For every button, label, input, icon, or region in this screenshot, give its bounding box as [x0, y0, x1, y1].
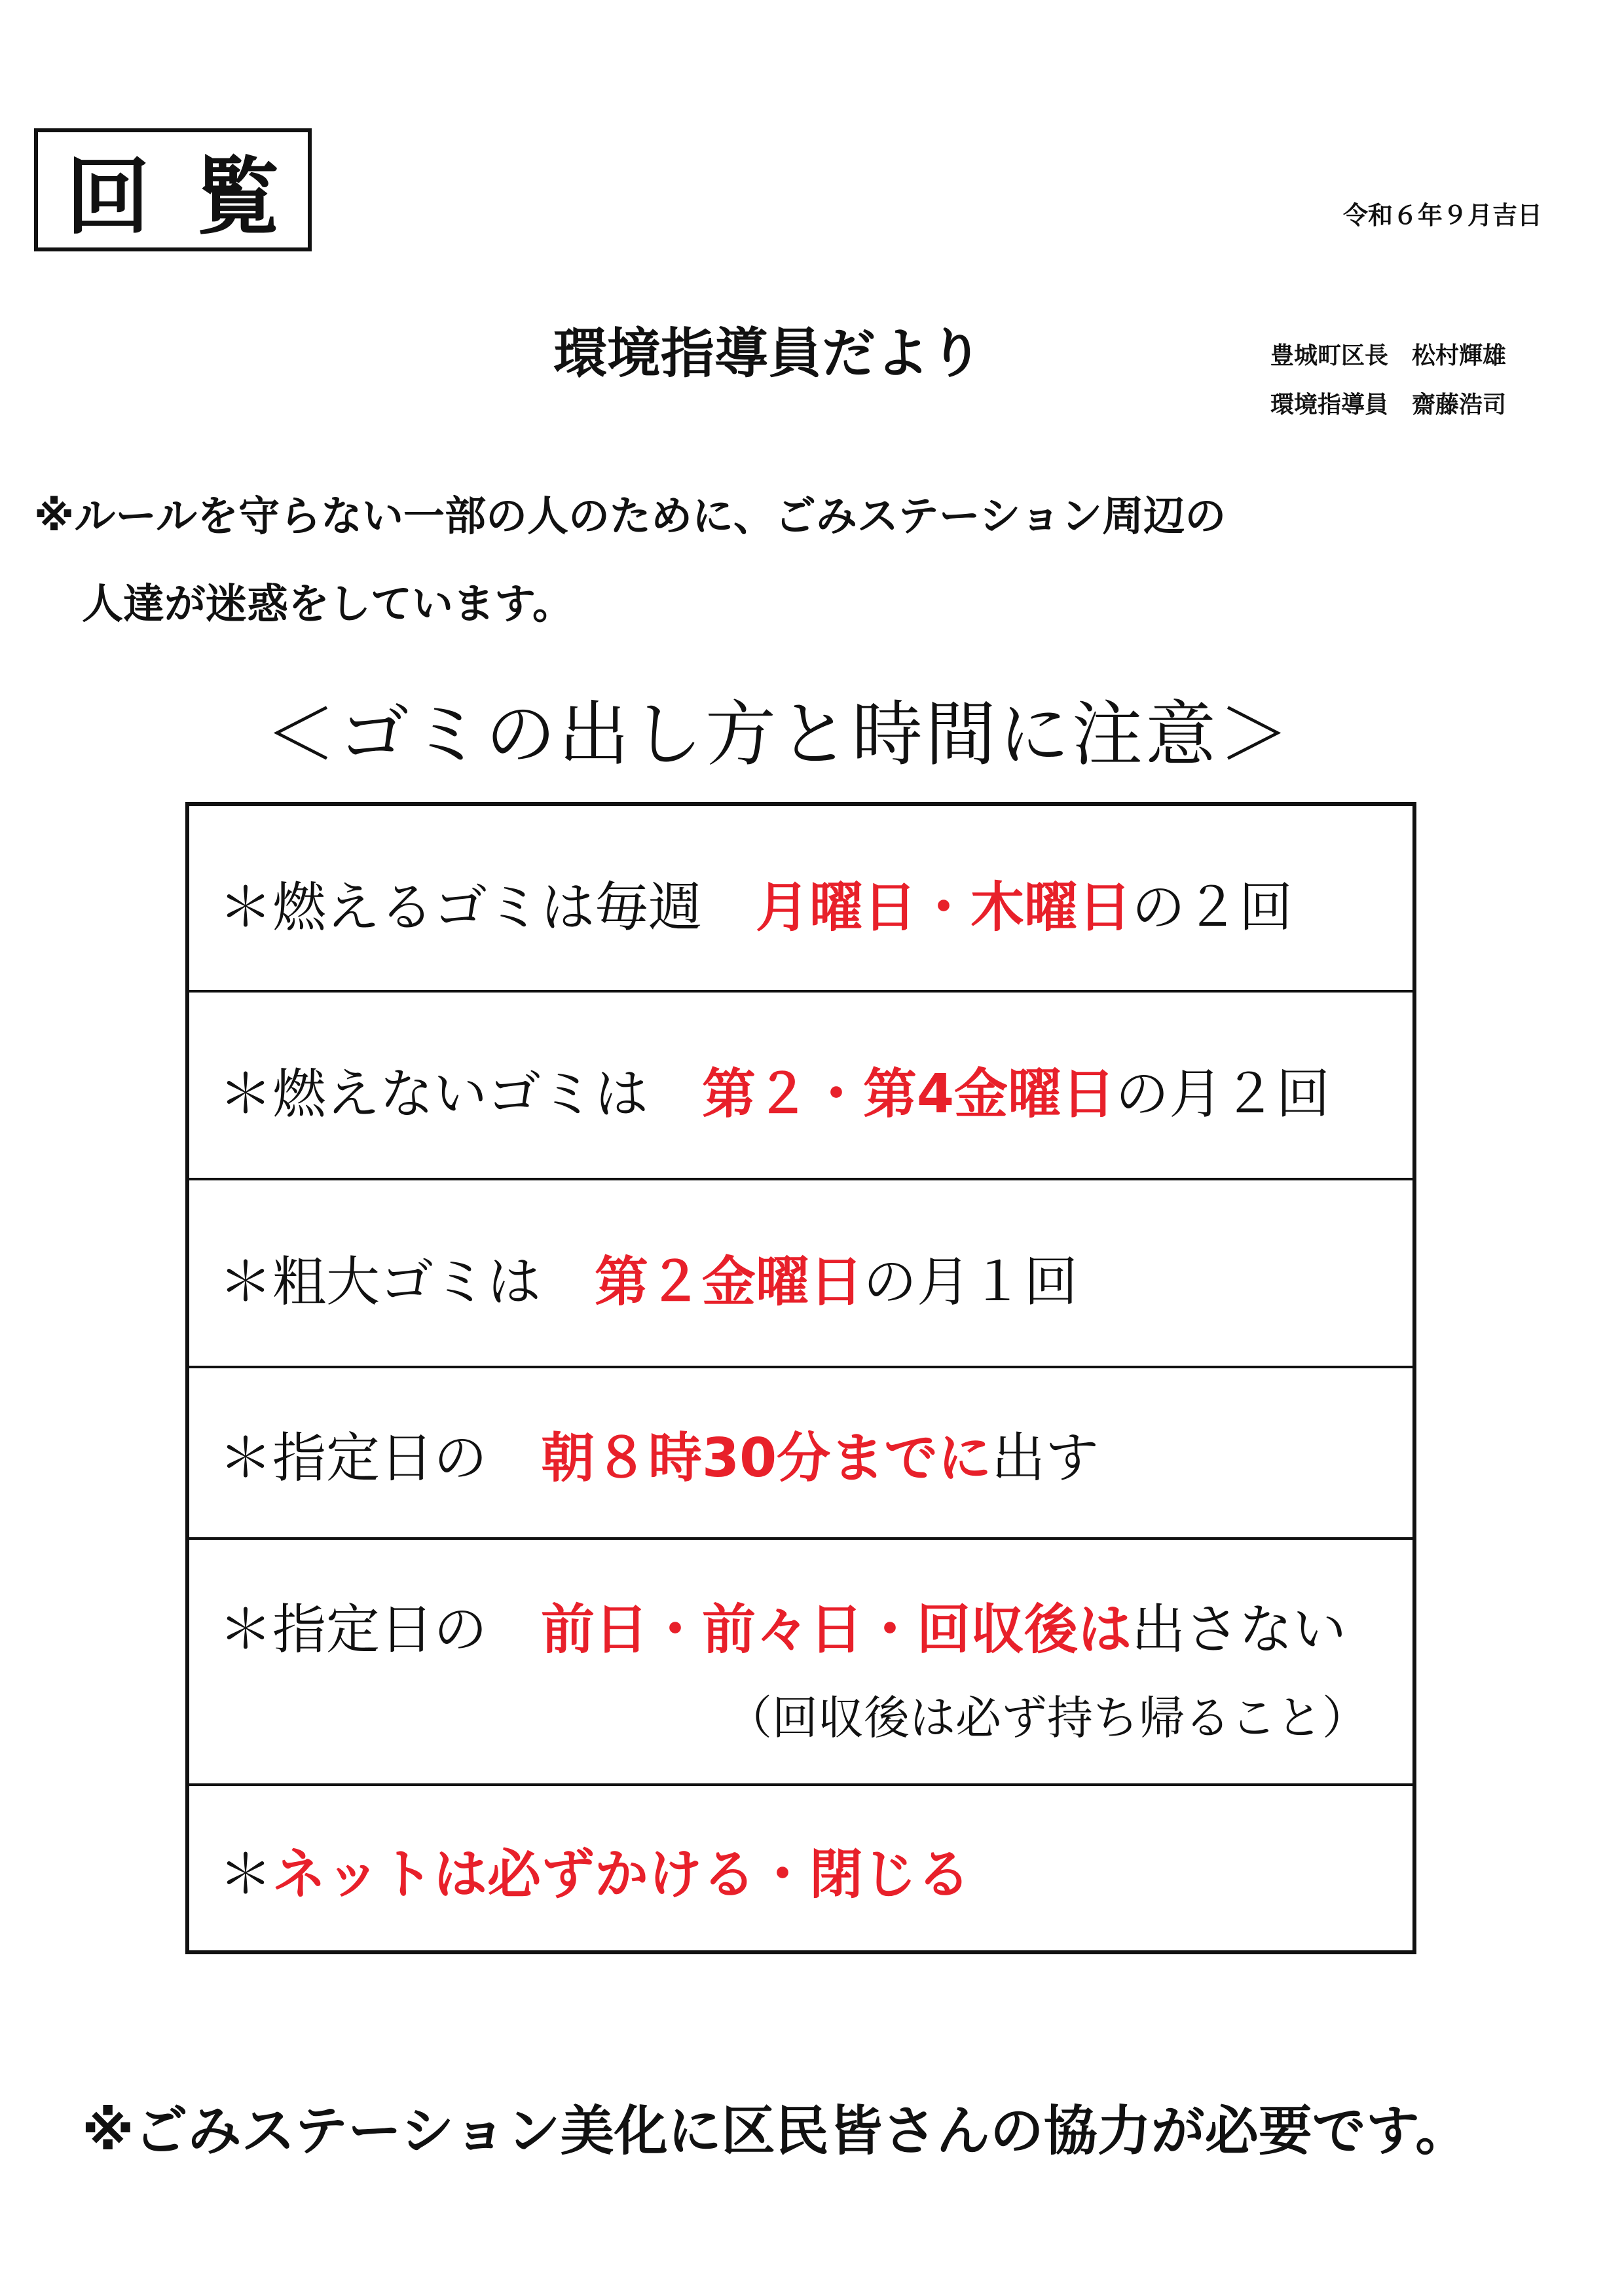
rule-note: （回収後は必ず持ち帰ること）: [726, 1691, 1368, 1745]
rule-prefix: ＊指定日の: [219, 1599, 542, 1661]
rule-prefix: ＊燃えないゴミは: [219, 1063, 703, 1125]
issue-date: 令和６年９月吉日: [1342, 201, 1542, 230]
rule-row-prohibited-days: [189, 1537, 1412, 1786]
rule-text: [219, 1587, 1346, 1664]
rule-prefix: ＊粗大ゴミは: [219, 1251, 595, 1313]
rule-row-oversized: [189, 1178, 1412, 1368]
rule-highlight: 朝８時30分までに: [541, 1427, 992, 1489]
rule-text: [219, 1832, 970, 1908]
author-district-head: 豊城町区長 松村輝雄: [1270, 342, 1507, 369]
rule-suffix: 出す: [991, 1427, 1099, 1489]
rule-row-burnable: [189, 806, 1412, 990]
rule-text: [219, 865, 1293, 941]
newsletter-title: 環境指導員だより: [553, 323, 984, 385]
notice-line-2: 人達が迷惑をしています。: [82, 580, 574, 628]
circulation-stamp: 回覧: [34, 128, 312, 251]
rule-suffix: の月２回: [1115, 1063, 1331, 1125]
rule-suffix: の月１回: [863, 1251, 1079, 1313]
rules-table: [185, 802, 1416, 1954]
author-environment-instructor: 環境指導員 齋藤浩司: [1270, 392, 1507, 418]
rule-row-net: [189, 1783, 1412, 1953]
rule-suffix: の２回: [1132, 877, 1293, 939]
notice-line-1: ※ルールを守らない一部の人のために、ごみステーション周辺の: [34, 492, 1227, 540]
rule-prefix: ＊: [219, 1844, 273, 1906]
rule-row-nonburnable: [189, 990, 1412, 1180]
footer-message: ※ごみステーション美化に区民皆さんの協力が必要です。: [82, 2100, 1469, 2162]
rule-text: [219, 1239, 1078, 1316]
rule-row-deadline: [189, 1366, 1412, 1540]
rule-highlight: ネットは必ずかける・閉じる: [272, 1844, 971, 1906]
rule-prefix: ＊指定日の: [219, 1427, 542, 1489]
rule-suffix: 出さない: [1132, 1599, 1347, 1661]
rule-highlight: 前日・前々日・回収後は: [541, 1599, 1132, 1661]
rule-prefix: ＊燃えるゴミは毎週: [219, 877, 756, 939]
rule-highlight: 第２・第4金曜日: [702, 1063, 1116, 1125]
rule-highlight: 月曜日・木曜日: [756, 877, 1132, 939]
rule-highlight: 第２金曜日: [595, 1251, 864, 1313]
section-heading: ＜ゴミの出し方と時間に注意＞: [265, 694, 1293, 776]
rule-text: [219, 1051, 1330, 1128]
rule-text: [219, 1415, 1099, 1492]
